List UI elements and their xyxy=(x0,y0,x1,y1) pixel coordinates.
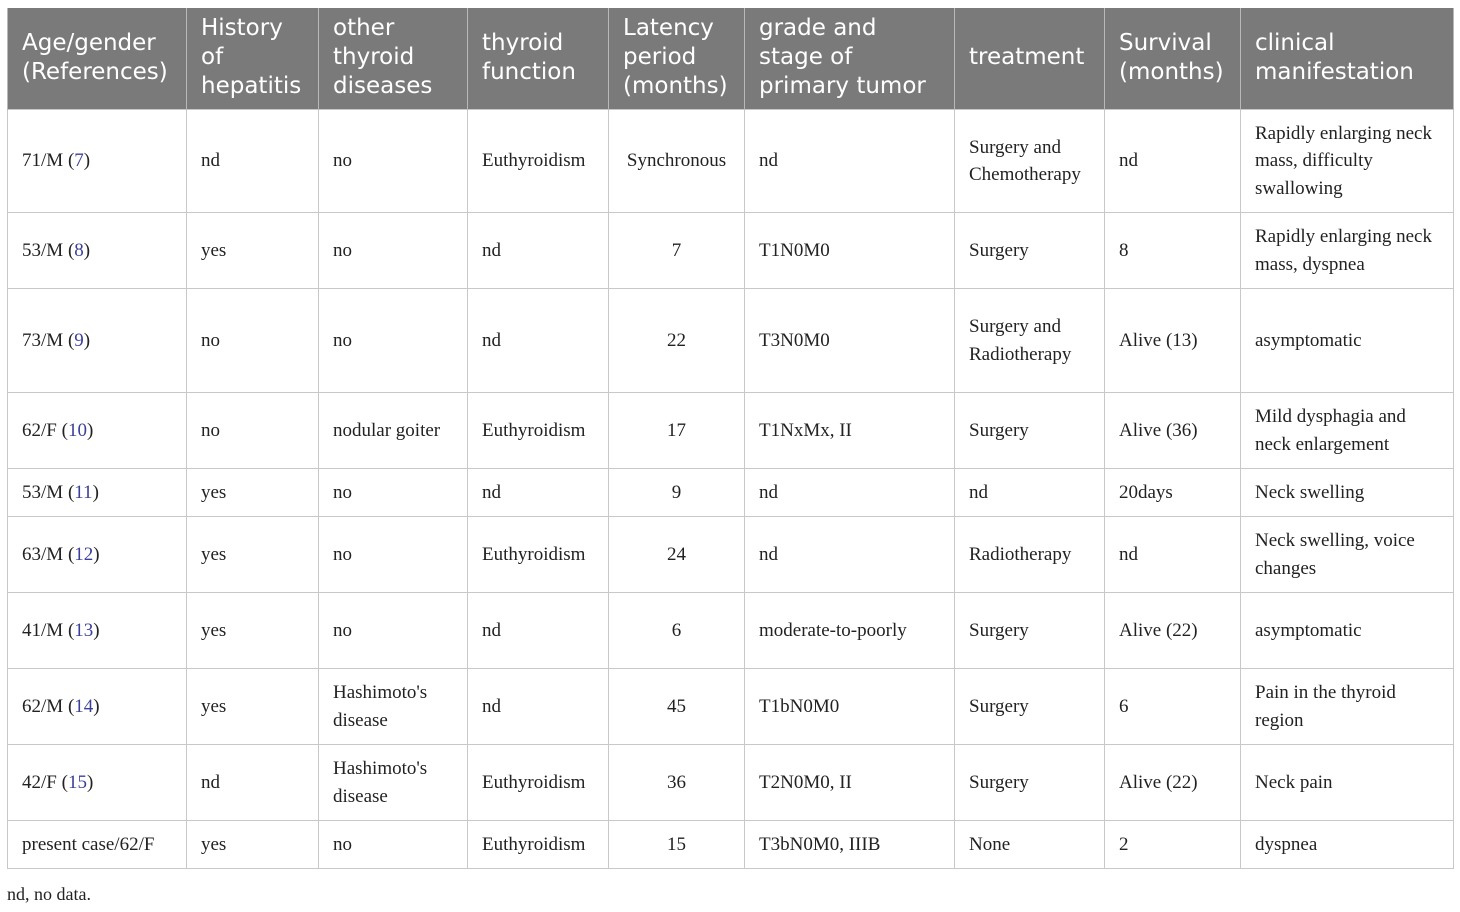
header-latency-period: Latency period (months) xyxy=(609,8,745,110)
age-gender-text: 41/M xyxy=(22,619,64,641)
cell-age-gender: 62/F (10) xyxy=(8,393,187,469)
cell-age-gender: 73/M (9) xyxy=(8,289,187,393)
reference-link[interactable]: 14 xyxy=(74,695,94,717)
cell-thyroid-function: nd xyxy=(468,213,609,289)
cell-latency: 22 xyxy=(609,289,745,393)
cell-hepatitis: yes xyxy=(187,469,319,517)
cell-survival: Alive (36) xyxy=(1105,393,1241,469)
cell-latency: 6 xyxy=(609,593,745,669)
cell-other-diseases: Hashimoto's disease xyxy=(319,669,468,745)
cell-grade-stage: moderate-to-poorly xyxy=(745,593,955,669)
cell-manifestation: Neck swelling, voice changes xyxy=(1241,517,1454,593)
cell-thyroid-function: nd xyxy=(468,289,609,393)
age-gender-text: 62/M xyxy=(22,695,64,717)
cell-survival: Alive (22) xyxy=(1105,593,1241,669)
cell-manifestation: Rapidly enlarging neck mass, difficulty swallowing xyxy=(1241,110,1454,213)
header-grade-and-stage: grade and stage of primary tumor xyxy=(745,8,955,110)
age-gender-text: 42/F xyxy=(22,771,57,793)
cell-survival: nd xyxy=(1105,517,1241,593)
cell-age-gender: 63/M (12) xyxy=(8,517,187,593)
cell-age-gender: 53/M (8) xyxy=(8,213,187,289)
table-body xyxy=(8,110,1454,869)
cell-age-gender: present case/62/F xyxy=(8,821,187,869)
cell-other-diseases: no xyxy=(319,517,468,593)
cell-other-diseases: no xyxy=(319,821,468,869)
header-age-gender: Age/gender (References) xyxy=(8,8,187,110)
cell-other-diseases: no xyxy=(319,213,468,289)
cell-thyroid-function: nd xyxy=(468,469,609,517)
reference-link[interactable]: 13 xyxy=(74,619,94,641)
cell-treatment: Surgery xyxy=(955,213,1105,289)
cell-latency: 17 xyxy=(609,393,745,469)
table-row xyxy=(8,669,1454,745)
cell-latency: 7 xyxy=(609,213,745,289)
cell-grade-stage: T2N0M0, II xyxy=(745,745,955,821)
cell-manifestation: asymptomatic xyxy=(1241,289,1454,393)
age-gender-text: 53/M xyxy=(22,481,64,503)
table-row xyxy=(8,289,1454,393)
cell-thyroid-function: nd xyxy=(468,669,609,745)
cell-treatment: Radiotherapy xyxy=(955,517,1105,593)
header-other-thyroid-diseases: other thyroid diseases xyxy=(319,8,468,110)
cell-treatment: Surgery and Chemotherapy xyxy=(955,110,1105,213)
table-row xyxy=(8,517,1454,593)
cell-thyroid-function: Euthyroidism xyxy=(468,745,609,821)
cell-age-gender: 41/M (13) xyxy=(8,593,187,669)
cell-grade-stage: nd xyxy=(745,517,955,593)
cell-treatment: Surgery xyxy=(955,745,1105,821)
cell-hepatitis: no xyxy=(187,393,319,469)
age-gender-text: 62/F xyxy=(22,419,57,441)
cell-other-diseases: no xyxy=(319,469,468,517)
cell-manifestation: Mild dysphagia and neck enlargement xyxy=(1241,393,1454,469)
case-table xyxy=(7,8,1454,869)
cell-survival: 2 xyxy=(1105,821,1241,869)
age-gender-text: 71/M xyxy=(22,150,64,172)
table-row xyxy=(8,110,1454,213)
cell-manifestation: Rapidly enlarging neck mass, dyspnea xyxy=(1241,213,1454,289)
cell-grade-stage: T3bN0M0, IIIB xyxy=(745,821,955,869)
reference-link[interactable]: 8 xyxy=(74,239,84,261)
cell-grade-stage: T3N0M0 xyxy=(745,289,955,393)
cell-other-diseases: no xyxy=(319,593,468,669)
cell-hepatitis: no xyxy=(187,289,319,393)
cell-age-gender: 53/M (11) xyxy=(8,469,187,517)
header-row xyxy=(8,8,1454,110)
cell-hepatitis: nd xyxy=(187,110,319,213)
cell-hepatitis: yes xyxy=(187,593,319,669)
cell-grade-stage: T1N0M0 xyxy=(745,213,955,289)
cell-grade-stage: nd xyxy=(745,469,955,517)
cell-survival: Alive (22) xyxy=(1105,745,1241,821)
header-survival: Survival (months) xyxy=(1105,8,1241,110)
table-row xyxy=(8,393,1454,469)
cell-manifestation: Pain in the thyroid region xyxy=(1241,669,1454,745)
cell-latency: 36 xyxy=(609,745,745,821)
header-history-of-hepatitis: History of hepatitis xyxy=(187,8,319,110)
cell-hepatitis: nd xyxy=(187,745,319,821)
cell-manifestation: asymptomatic xyxy=(1241,593,1454,669)
cell-latency: Synchronous xyxy=(609,110,745,213)
cell-manifestation: Neck pain xyxy=(1241,745,1454,821)
cell-latency: 15 xyxy=(609,821,745,869)
cell-hepatitis: yes xyxy=(187,517,319,593)
cell-other-diseases: Hashimoto's disease xyxy=(319,745,468,821)
cell-grade-stage: T1NxMx, II xyxy=(745,393,955,469)
cell-thyroid-function: Euthyroidism xyxy=(468,517,609,593)
cell-treatment: Surgery xyxy=(955,669,1105,745)
age-gender-text: 73/M xyxy=(22,329,64,351)
reference-link[interactable]: 11 xyxy=(74,481,93,503)
cell-other-diseases: nodular goiter xyxy=(319,393,468,469)
cell-latency: 45 xyxy=(609,669,745,745)
cell-hepatitis: yes xyxy=(187,213,319,289)
cell-age-gender: 42/F (15) xyxy=(8,745,187,821)
table-row xyxy=(8,821,1454,869)
header-thyroid-function: thyroid function xyxy=(468,8,609,110)
cell-treatment: Surgery and Radiotherapy xyxy=(955,289,1105,393)
cell-survival: Alive (13) xyxy=(1105,289,1241,393)
cell-hepatitis: yes xyxy=(187,821,319,869)
cell-grade-stage: T1bN0M0 xyxy=(745,669,955,745)
cell-thyroid-function: Euthyroidism xyxy=(468,393,609,469)
cell-manifestation: Neck swelling xyxy=(1241,469,1454,517)
header-treatment: treatment xyxy=(955,8,1105,110)
cell-grade-stage: nd xyxy=(745,110,955,213)
cell-treatment: Surgery xyxy=(955,393,1105,469)
cell-latency: 9 xyxy=(609,469,745,517)
cell-latency: 24 xyxy=(609,517,745,593)
table-row xyxy=(8,213,1454,289)
cell-hepatitis: yes xyxy=(187,669,319,745)
cell-treatment: None xyxy=(955,821,1105,869)
cell-other-diseases: no xyxy=(319,289,468,393)
cell-other-diseases: no xyxy=(319,110,468,213)
cell-manifestation: dyspnea xyxy=(1241,821,1454,869)
reference-link[interactable]: 10 xyxy=(67,419,87,441)
reference-link[interactable]: 15 xyxy=(67,771,87,793)
header-clinical-manifestation: clinical manifestation xyxy=(1241,8,1454,110)
age-gender-text: 63/M xyxy=(22,543,64,565)
cell-survival: 8 xyxy=(1105,213,1241,289)
cell-survival: 6 xyxy=(1105,669,1241,745)
table-row xyxy=(8,593,1454,669)
age-gender-text: 53/M xyxy=(22,239,64,261)
cell-thyroid-function: Euthyroidism xyxy=(468,110,609,213)
table-row xyxy=(8,745,1454,821)
cell-treatment: nd xyxy=(955,469,1105,517)
cell-survival: 20days xyxy=(1105,469,1241,517)
cell-age-gender: 62/M (14) xyxy=(8,669,187,745)
table-footnote: nd, no data. xyxy=(7,884,91,904)
cell-thyroid-function: Euthyroidism xyxy=(468,821,609,869)
reference-link[interactable]: 7 xyxy=(74,150,84,172)
cell-age-gender: 71/M (7) xyxy=(8,110,187,213)
cell-survival: nd xyxy=(1105,110,1241,213)
reference-link[interactable]: 12 xyxy=(74,543,94,565)
reference-link[interactable]: 9 xyxy=(74,329,84,351)
table-row xyxy=(8,469,1454,517)
cell-thyroid-function: nd xyxy=(468,593,609,669)
cell-treatment: Surgery xyxy=(955,593,1105,669)
